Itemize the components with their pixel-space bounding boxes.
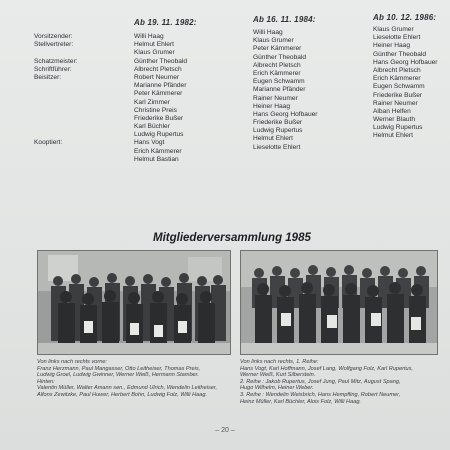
- caption-left: [37, 359, 217, 399]
- caption-line: Hans Vogt, Karl Hoffmann, Josef Lang, Wolfgang Folz, Karl Rupertus,: [240, 365, 413, 372]
- header-1984: Ab 16. 11. 1984:: [253, 15, 316, 24]
- member-name: Karl Zimmer: [134, 98, 170, 106]
- member-name: Helmut Ehlert: [373, 132, 413, 140]
- member-name: Heiner Haag: [253, 102, 291, 110]
- caption-line: Von links nach rechts, 1. Reihe:: [240, 359, 319, 365]
- role-label: [34, 82, 78, 90]
- caption-line: Franz Herzmann, Paul Mangasser, Otto Leitheiser, Thomas Preis,: [37, 365, 201, 372]
- role-label: Vorsitzender:: [34, 33, 73, 40]
- member-name: Heiner Haag: [373, 42, 411, 50]
- caption-line: 3. Reihe : Wendelin Weisbrich, Hans Hempfling, Robert Neumer,: [240, 391, 401, 398]
- caption-right: [240, 359, 413, 405]
- role-label: [34, 99, 78, 107]
- section-title: Mitgliederversammlung 1985: [153, 232, 311, 244]
- group-photo-right: [240, 250, 438, 355]
- member-name: Friederike Bußer: [253, 119, 303, 127]
- header-1982: Ab 19. 11. 1982:: [134, 18, 197, 27]
- member-name: Friederike Bußer: [134, 114, 184, 122]
- role-label: [34, 131, 78, 139]
- members-1982: [134, 33, 187, 164]
- page-number: – 20 –: [215, 427, 235, 434]
- role-label: [34, 115, 78, 123]
- caption-line: Werner Weiß, Kurt Silberstein.: [240, 372, 316, 379]
- member-name: Erich Kämmerer: [134, 147, 182, 155]
- member-name: Günther Theobald: [373, 50, 427, 58]
- member-name: Klaus Grumer: [134, 49, 175, 57]
- role-label: [34, 123, 78, 131]
- role-label: Beisitzer:: [34, 73, 62, 81]
- member-name: Marianne Pfänder: [253, 86, 306, 94]
- member-name: Ludwig Rupertus: [253, 127, 303, 135]
- member-name: Rainer Neumer: [373, 99, 418, 107]
- member-name: Robert Neumer: [134, 73, 180, 81]
- group-photo-left: [37, 250, 231, 355]
- member-name: Günther Theobald: [253, 53, 307, 61]
- member-name: Willi Haag: [253, 29, 283, 36]
- role-label: Schriftführer:: [34, 65, 72, 73]
- member-name: Willi Haag: [134, 33, 164, 40]
- member-name: Peter Kämmerer: [253, 45, 302, 53]
- role-label: Kooptiert:: [34, 139, 63, 147]
- member-name: Friederike Bußer: [373, 91, 423, 99]
- header-1986: Ab 10. 12. 1986:: [373, 13, 437, 22]
- member-name: Hans Vogt: [134, 139, 165, 147]
- member-name: Helmut Bastian: [134, 155, 179, 163]
- member-name: Hans Georg Hofbauer: [373, 58, 438, 66]
- member-name: Günther Theobald: [134, 57, 188, 65]
- member-name: Ludwig Rupertus: [373, 124, 423, 132]
- caption-line: Valentin Müller, Walter Amann sen., Edmund Ulrich, Wendelin Leitheiser,: [37, 385, 218, 392]
- member-name: Karl Büchler: [134, 123, 170, 131]
- member-name: Klaus Grumer: [253, 37, 294, 45]
- caption-line: 2. Reihe : Jakob Rupertus, Josef Jung, Paul Mitz, August Spang,: [240, 378, 401, 385]
- caption-line: Ludwig Groel, Ludwig Gwinner, Werner Weiß, Hermann Stamber.: [37, 372, 199, 379]
- member-name: Hans Georg Hofbauer: [253, 110, 318, 118]
- role-label: Schatzmeister:: [34, 57, 78, 65]
- member-name: Alban Helfen: [373, 107, 411, 115]
- member-name: Peter Kämmerer: [134, 90, 183, 98]
- member-name: Helmut Ehlert: [253, 135, 293, 143]
- role-label: [34, 49, 78, 57]
- member-name: Albrecht Pletsch: [253, 61, 301, 69]
- member-name: Albrecht Pletsch: [134, 65, 182, 73]
- member-name: Albrecht Pletsch: [373, 66, 421, 74]
- role-label: [34, 107, 78, 115]
- members-1984: [253, 29, 318, 152]
- role-label: Stellvertreter:: [34, 41, 74, 49]
- member-name: Werner Blauth: [373, 116, 416, 124]
- member-name: Lieselotte Ehlert: [253, 143, 301, 151]
- role-label: [34, 90, 78, 98]
- member-name: Eugen Schwamm: [253, 78, 305, 86]
- member-name: Marianne Pfänder: [134, 82, 187, 90]
- caption-line: Alfons Zewitzke, Paul Huwer, Herbert Bohn, Ludwig Folz, Willi Haag.: [37, 391, 208, 398]
- caption-line: Von links nach rechts vorne:: [37, 359, 108, 365]
- member-name: Helmut Ehlert: [134, 41, 174, 49]
- member-name: Ludwig Rupertus: [134, 131, 184, 139]
- member-name: Rainer Neumer: [253, 94, 298, 102]
- member-name: Lieselotte Ehlert: [373, 34, 421, 42]
- member-name: Erich Kämmerer: [253, 69, 301, 77]
- member-name: Christine Preis: [134, 106, 177, 114]
- member-name: Klaus Grumer: [373, 26, 414, 33]
- caption-line: Hugo Wilhelm, Heiner Weber.: [240, 385, 314, 392]
- members-1986: [373, 26, 438, 141]
- member-name: Eugen Schwamm: [373, 83, 425, 91]
- caption-line: Hinten:: [37, 378, 55, 385]
- caption-line: Heinz Müller, Karl Büchler, Alois Folz, Willi Haag.: [240, 398, 361, 405]
- role-labels: [34, 33, 78, 148]
- member-name: Erich Kämmerer: [373, 75, 421, 83]
